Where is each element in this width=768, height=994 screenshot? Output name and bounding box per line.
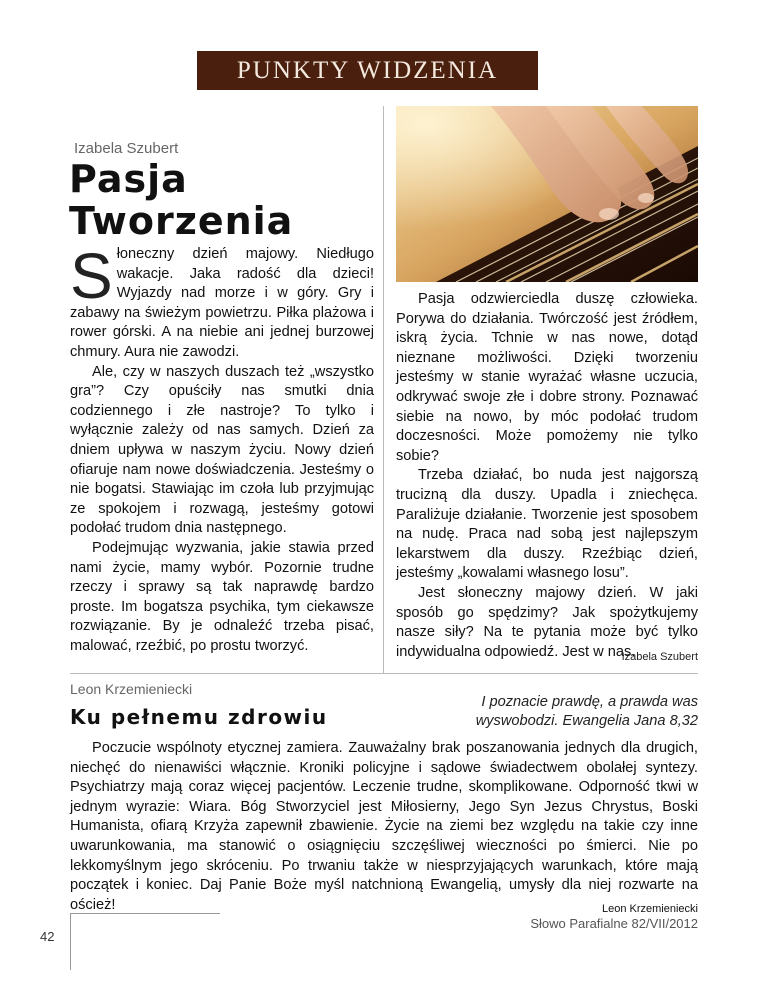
section-divider <box>70 673 698 674</box>
quote-line-2: wyswobodzi. Ewangelia Jana 8,32 <box>475 713 698 729</box>
paragraph: Ale, czy w naszych duszach też „wszystko gra”? Czy opuściły nas smutki dnia codziennego i złe nastroje? To tylko i wyłącznie zależy od nas samych. Dzień za dniem upływa w naszym życiu. Nowy dzień ofiaruje nam nowe doświadczenia. Jesteśmy o nie bogatsi. Stawiając im czoła lub przyjmując ze spokojem i rozwagą, jesteśmy gotowi podołać trudom dnia następnego. <box>70 363 374 537</box>
article2-body <box>70 739 698 919</box>
paragraph: Trzeba działać, bo nuda jest najgorszą trucizną dla duszy. Upadla i zniechęca. Paraliżuje działanie. Tworzenie jest sposobem na nudę. Praca nad sobą jest najlepszym lekarstwem dla duszy. Rzeźbiąc dzień, jesteśmy „kowalami własnego losu”. <box>396 467 698 582</box>
title-line-2: Tworzenia <box>69 199 294 243</box>
guitar-photo <box>396 106 698 282</box>
article2-title: Ku pełnemu zdrowiu <box>70 705 328 729</box>
paragraph <box>70 739 698 915</box>
page-number: 42 <box>40 929 55 944</box>
section-banner <box>197 51 538 90</box>
paragraph: Jest słoneczny majowy dzień. W jaki sposób go spędzimy? Jak spożytkujemy nasze siły? Na te pytania może być tylko indywidualna odpowiedź. Jest w nas. <box>396 584 698 660</box>
drop-cap: S <box>70 240 113 312</box>
left-column <box>70 240 374 656</box>
guitar-image <box>396 106 698 282</box>
bible-quote <box>420 693 698 731</box>
article-author: Izabela Szubert <box>74 140 179 157</box>
right-column <box>396 290 698 662</box>
article2-author: Leon Krzemieniecki <box>70 681 193 697</box>
quote-line-1: I poznacie prawdę, a prawda was <box>481 694 698 710</box>
paragraph-text: łoneczny dzień majowy. Niedługo wakacje. Jaka radość dla dzieci! Wyjazdy nad morze i w góry. Gry i zabawy na świeżym powietrzu. Piłka plażowa i rower górski. A na niebie ani jednej burzowej chmury. Aura nie zawodzi. <box>70 246 374 360</box>
paragraph: Podejmując wyzwania, jakie stawia przed nami życie, mamy wybór. Pozornie trudne rzeczy i sprawy są tak naprawdę bardzo proste. Im bogatsza psychika, tym ciekawsze rozwiązanie. By je odnaleźć trzeba pisać, malować, rzeźbić, po prostu tworzyć. <box>70 539 374 654</box>
article-title <box>69 158 379 242</box>
footer-rule-vertical <box>70 913 71 970</box>
article2-signature: Leon Krzemieniecki <box>602 902 698 915</box>
paragraph-text: Poczucie wspólnoty etycznej zamiera. Zauważalny brak poszanowania jednych dla drugich, niechęć do nienawiści włącznie. Kroniki policyjne i sądowe świadectwem obolałej syntezy. Psychiatrzy mają coraz więcej pacjentów. Leczenie trudne, skomplikowane. Odporność tkwi w jednym wyrazie: Wiara. Bóg Stworzyciel jest Miłosierny, Jego Syn Jezus Chrystus, Boski Humanista, ofiarą Krzyża zapewnił zbawienie. Życie na ziemi bez względu na takie czy inne uwarunkowania, ma stanowić o osiągnięciu szczęśliwej wieczności po śmierci. Nie po lekkomyślnym jego skróceniu. Po trwaniu także w niesprzyjających warunkach, które mają początek i koniec. Daj Panie Boże myśl natchnioną Ewangelią, umysły dla niej rozwarte na oścież! <box>70 740 698 913</box>
footer-rule-horizontal <box>70 913 220 914</box>
paragraph <box>70 240 374 363</box>
paragraph: Pasja odzwierciedla duszę człowieka. Porywa do działania. Twórczość jest źródłem, iskrą życia. Tchnie w nas nowe, dotąd nieznane możliwości. Dzięki tworzeniu jesteśmy w stanie wyrażać własne uczucia, odkrywać swoje złe i dobre strony. Poznawać siebie na nowo, by móc podołać trudom doczesności. Może pomożemy nie tylko sobie? <box>396 291 698 464</box>
column-divider <box>383 106 384 673</box>
article-signature: Izabela Szubert <box>621 651 698 663</box>
title-line-1: Pasja <box>69 157 188 201</box>
magazine-issue: Słowo Parafialne 82/VII/2012 <box>530 916 698 931</box>
section-title: PUNKTY WIDZENIA <box>236 57 499 84</box>
